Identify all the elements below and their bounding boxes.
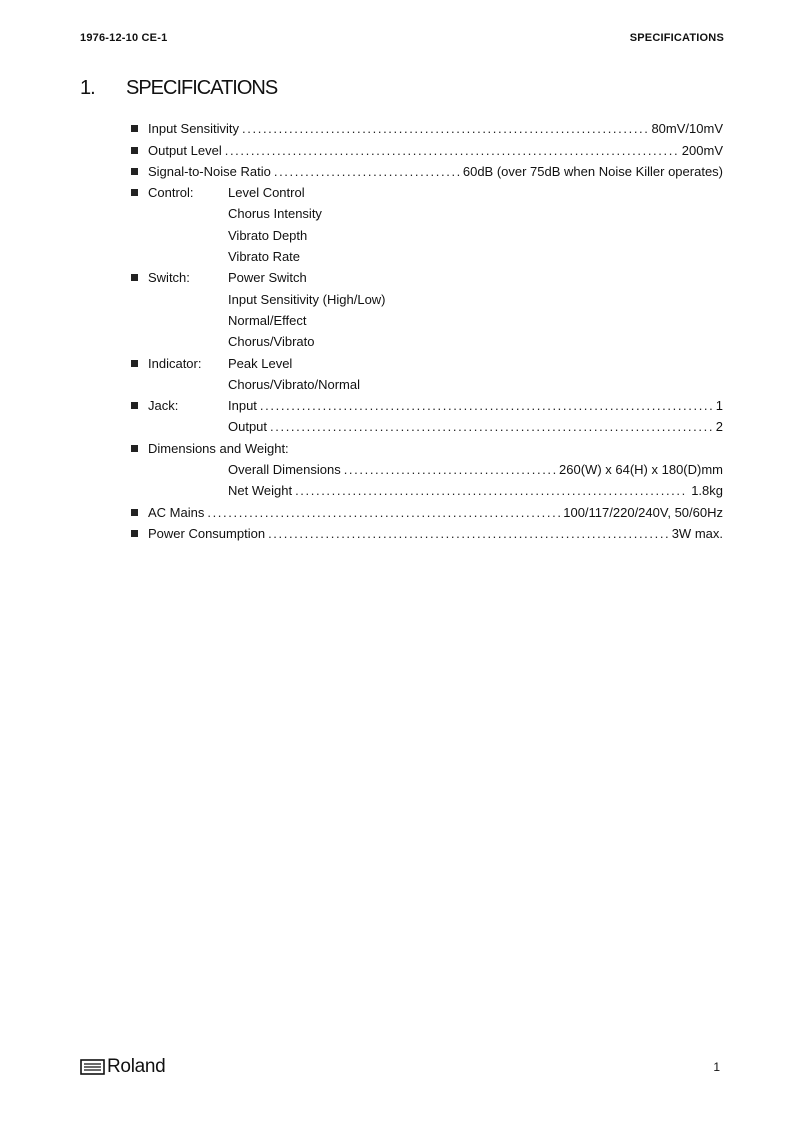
spec-control-item-row [131,221,723,242]
header-section-title: SPECIFICATIONS [629,32,724,44]
spec-indicator-item-row [131,371,723,392]
leader-dots [242,121,648,136]
bullet-icon [131,509,138,516]
spec-control [131,179,723,200]
leader-dots [268,526,669,541]
section-title: SPECIFICATIONS [126,77,278,99]
spec-ac-mains [131,498,723,519]
bullet-icon [131,445,138,452]
spec-sub-label: Overall Dimensions [228,462,341,478]
spec-item: Vibrato Rate [228,249,301,265]
spec-jack [131,392,723,413]
spec-switch-item-row [131,328,723,349]
spec-control-item-row [131,243,723,264]
spec-sub-label: Net Weight [228,483,293,499]
bullet-icon [131,530,138,537]
spec-label: Power Consumption [148,525,266,541]
spec-value: 1.8kg [691,483,723,499]
spec-item: Chorus Intensity [228,206,322,222]
leader-dots [344,462,556,477]
bullet-icon [131,125,138,132]
spec-label: Input Sensitivity [148,121,240,137]
bullet-icon [131,189,138,196]
roland-logo [80,1056,165,1078]
page-number: 1 [713,1060,720,1074]
spec-item: Input Sensitivity (High/Low) [228,291,386,307]
spec-control-item-row [131,200,723,221]
spec-item: Chorus/Vibrato [228,334,315,350]
spec-label: Control: [148,185,194,201]
spec-value: 260(W) x 64(H) x 180(D)mm [559,462,723,478]
spec-value: 2 [715,419,723,435]
leader-dots [274,164,460,179]
section-number: 1. [80,77,95,99]
spec-value: 100/117/220/240V, 50/60Hz [563,504,723,520]
spec-label: Indicator: [148,355,202,371]
bullet-icon [131,402,138,409]
spec-power-consumption [131,520,723,541]
spec-value: 60dB (over 75dB when Noise Killer operates) [462,163,723,179]
bullet-icon [131,360,138,367]
spec-value: 80mV/10mV [651,121,723,137]
leader-dots [270,419,713,434]
spec-item: Power Switch [228,270,307,286]
bullet-icon [131,274,138,281]
spec-item: Vibrato Depth [228,227,308,243]
spec-label: Dimensions and Weight: [148,440,289,456]
spec-switch [131,264,723,285]
spec-sub-label: Input [228,398,257,414]
spec-sub-label: Output [228,419,268,435]
spec-dimensions-weight-row [131,477,723,498]
spec-switch-item-row [131,307,723,328]
spec-item: Chorus/Vibrato/Normal [228,376,360,392]
spec-output-level [131,136,723,157]
spec-value: 1 [715,398,723,414]
spec-value: 200mV [681,142,723,158]
header-doc-id: 1976-12-10 CE-1 [80,32,168,44]
spec-jack-output-row [131,413,723,434]
leader-dots [295,483,688,498]
brand-name: Roland [107,1056,166,1077]
spec-item: Normal/Effect [228,312,307,328]
leader-dots [225,143,679,158]
spec-snr [131,158,723,179]
spec-label: Switch: [148,270,190,286]
spec-value: 3W max. [671,525,723,541]
bullet-icon [131,168,138,175]
bullet-icon [131,147,138,154]
roland-logo-icon [80,1059,105,1075]
spec-label: Jack: [148,398,179,414]
spec-switch-item-row [131,285,723,306]
spec-item: Peak Level [228,355,293,371]
spec-label: AC Mains [148,504,205,520]
spec-item: Level Control [228,185,305,201]
specifications-list [131,115,723,541]
spec-dimensions [131,434,723,455]
spec-label: Signal-to-Noise Ratio [148,163,271,179]
spec-input-sensitivity [131,115,723,136]
spec-label: Output Level [148,142,222,158]
spec-dimensions-overall-row [131,456,723,477]
spec-indicator [131,349,723,370]
leader-dots [260,398,713,413]
leader-dots [207,505,560,520]
